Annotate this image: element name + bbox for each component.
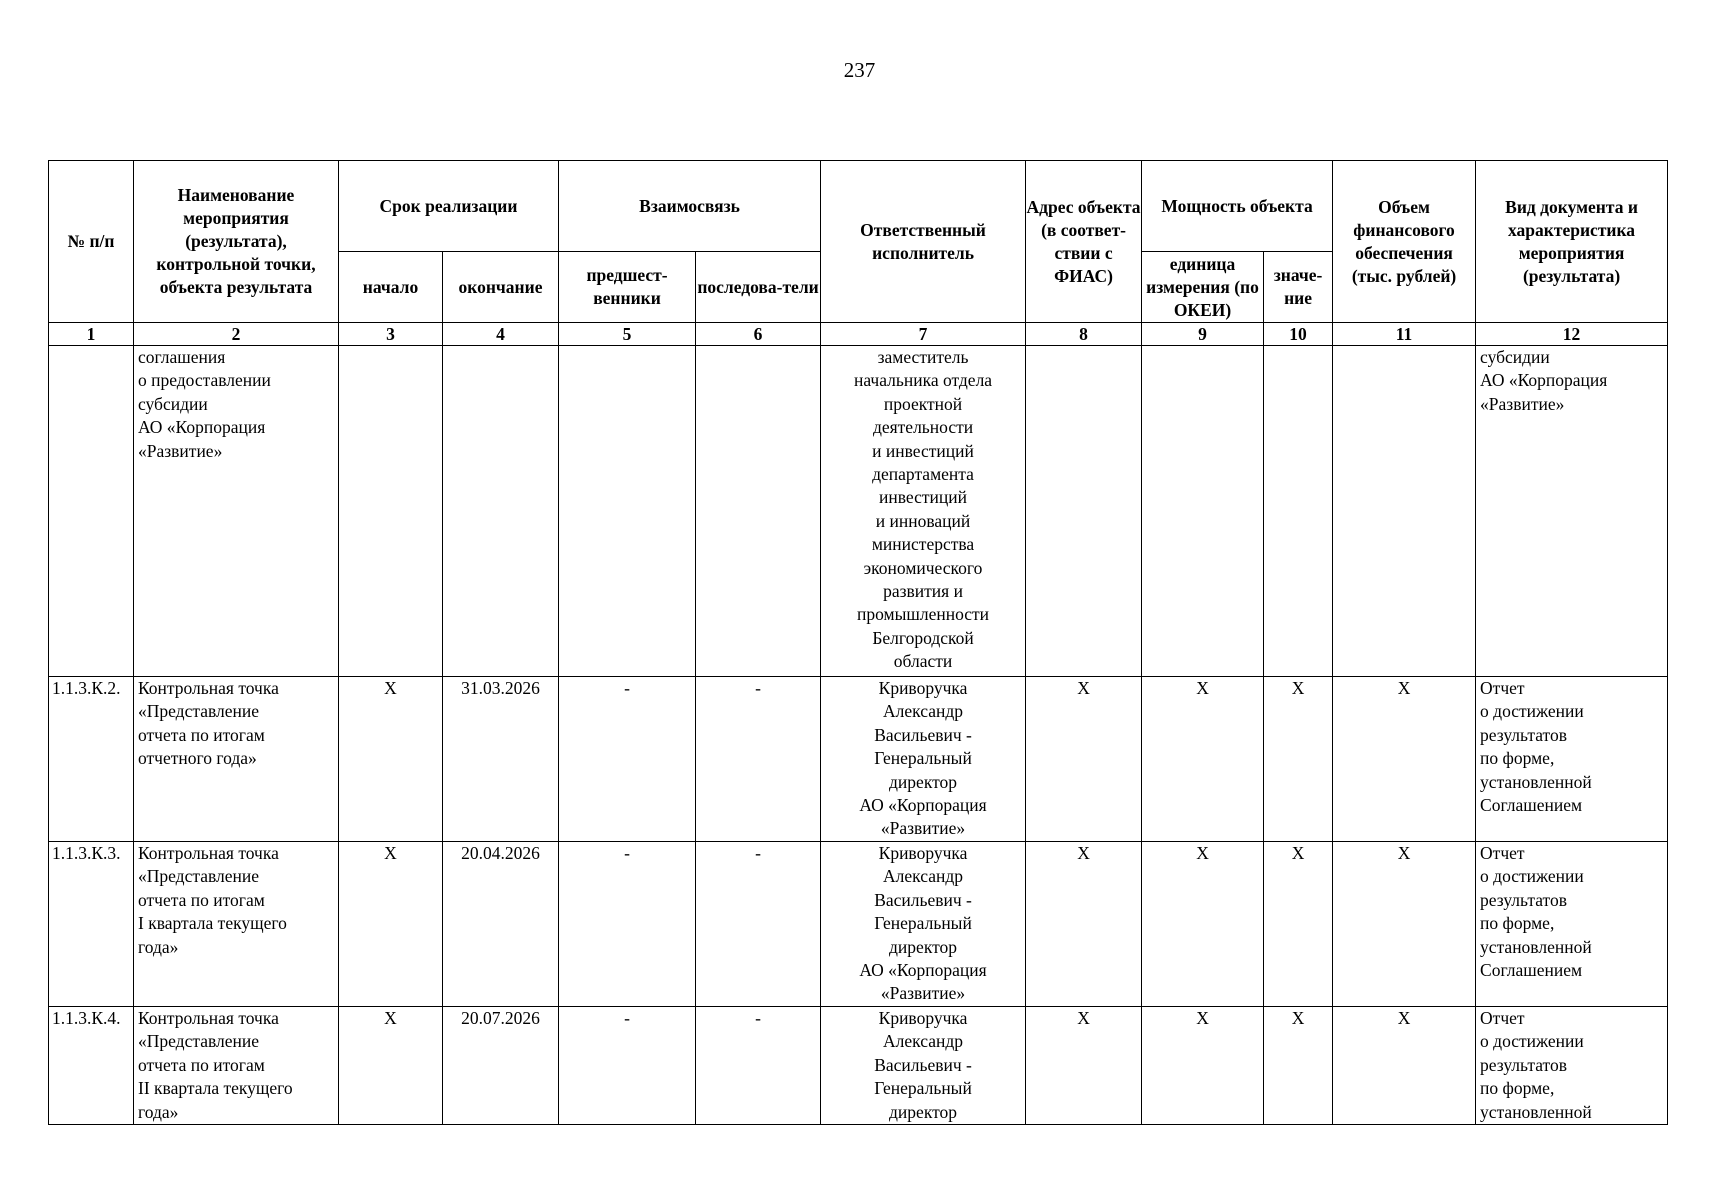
cell-finance (1333, 346, 1476, 677)
cell-name: Контрольная точка «Представление отчета по итогам II квартала текущего года» (134, 1007, 339, 1125)
header-period-start: начало (339, 252, 443, 323)
header-cap-value: значе-ние (1264, 252, 1333, 323)
table-row (49, 677, 1668, 842)
header-finance: Объем финансового обеспечения (тыс. рублей) (1333, 161, 1476, 323)
cell-prev: - (559, 677, 696, 842)
cell-next: - (696, 677, 821, 842)
cell-finance: X (1333, 1007, 1476, 1125)
cell-start: X (339, 1007, 443, 1125)
col-number: 7 (821, 323, 1026, 346)
cell-end: 20.04.2026 (443, 842, 559, 1007)
cell-doc: Отчет о достижении результатов по форме, установленной Соглашением (1476, 842, 1668, 1007)
cell-start (339, 346, 443, 677)
cell-unit: X (1142, 842, 1264, 1007)
col-number: 1 (49, 323, 134, 346)
col-number: 3 (339, 323, 443, 346)
col-number: 9 (1142, 323, 1264, 346)
table-row (49, 346, 1668, 677)
cell-finance: X (1333, 677, 1476, 842)
cell-next (696, 346, 821, 677)
header-rel-prev: предшест-венники (559, 252, 696, 323)
cell-num: 1.1.3.К.4. (49, 1007, 134, 1125)
cell-value: X (1264, 1007, 1333, 1125)
cell-start: X (339, 842, 443, 1007)
cell-prev (559, 346, 696, 677)
header-doc-type: Вид документа и характеристика мероприятия (результата) (1476, 161, 1668, 323)
cell-value (1264, 346, 1333, 677)
events-table (48, 160, 1668, 1125)
cell-end: 20.07.2026 (443, 1007, 559, 1125)
header-cap-unit: единица измерения (по ОКЕИ) (1142, 252, 1264, 323)
column-number-row (49, 323, 1668, 346)
header-period-end: окончание (443, 252, 559, 323)
cell-doc: Отчет о достижении результатов по форме, установленной Соглашением (1476, 677, 1668, 842)
cell-value: X (1264, 842, 1333, 1007)
col-number: 4 (443, 323, 559, 346)
col-number: 5 (559, 323, 696, 346)
col-number: 11 (1333, 323, 1476, 346)
header-num: № п/п (49, 161, 134, 323)
cell-responsible: Криворучка Александр Васильевич - Генеральный директор (821, 1007, 1026, 1125)
cell-name: соглашения о предоставлении субсидии АО «Корпорация «Развитие» (134, 346, 339, 677)
cell-num (49, 346, 134, 677)
cell-num: 1.1.3.К.2. (49, 677, 134, 842)
cell-doc: субсидии АО «Корпорация «Развитие» (1476, 346, 1668, 677)
col-number: 8 (1026, 323, 1142, 346)
cell-end (443, 346, 559, 677)
cell-address: X (1026, 1007, 1142, 1125)
cell-next: - (696, 1007, 821, 1125)
cell-name: Контрольная точка «Представление отчета по итогам отчетного года» (134, 677, 339, 842)
cell-finance: X (1333, 842, 1476, 1007)
col-number: 2 (134, 323, 339, 346)
cell-responsible: Криворучка Александр Васильевич - Генеральный директор АО «Корпорация «Развитие» (821, 677, 1026, 842)
cell-address: X (1026, 677, 1142, 842)
cell-responsible: Криворучка Александр Васильевич - Генеральный директор АО «Корпорация «Развитие» (821, 842, 1026, 1007)
cell-next: - (696, 842, 821, 1007)
table-row (49, 1007, 1668, 1125)
header-rel-next: последова-тели (696, 252, 821, 323)
header-period: Срок реализации (339, 161, 559, 252)
cell-unit (1142, 346, 1264, 677)
header-capacity: Мощность объекта (1142, 161, 1333, 252)
cell-prev: - (559, 1007, 696, 1125)
table-row (49, 842, 1668, 1007)
cell-name: Контрольная точка «Представление отчета по итогам I квартала текущего года» (134, 842, 339, 1007)
cell-unit: X (1142, 677, 1264, 842)
cell-prev: - (559, 842, 696, 1007)
col-number: 10 (1264, 323, 1333, 346)
header-name: Наименование мероприятия (результата), контрольной точки, объекта результата (134, 161, 339, 323)
col-number: 12 (1476, 323, 1668, 346)
cell-unit: X (1142, 1007, 1264, 1125)
cell-doc: Отчет о достижении результатов по форме, установленной (1476, 1007, 1668, 1125)
cell-address: X (1026, 842, 1142, 1007)
cell-address (1026, 346, 1142, 677)
cell-start: X (339, 677, 443, 842)
page-number: 237 (843, 58, 876, 82)
header-address: Адрес объекта (в соответ-ствии с ФИАС) (1026, 161, 1142, 323)
cell-end: 31.03.2026 (443, 677, 559, 842)
cell-num: 1.1.3.К.3. (49, 842, 134, 1007)
header-relation: Взаимосвязь (559, 161, 821, 252)
header-responsible: Ответственный исполнитель (821, 161, 1026, 323)
col-number: 6 (696, 323, 821, 346)
cell-responsible: заместитель начальника отдела проектной деятельности и инвестиций департамента инвестиций и инноваций министерства экономического развития и промышленности Белгородской области (821, 346, 1026, 677)
cell-value: X (1264, 677, 1333, 842)
